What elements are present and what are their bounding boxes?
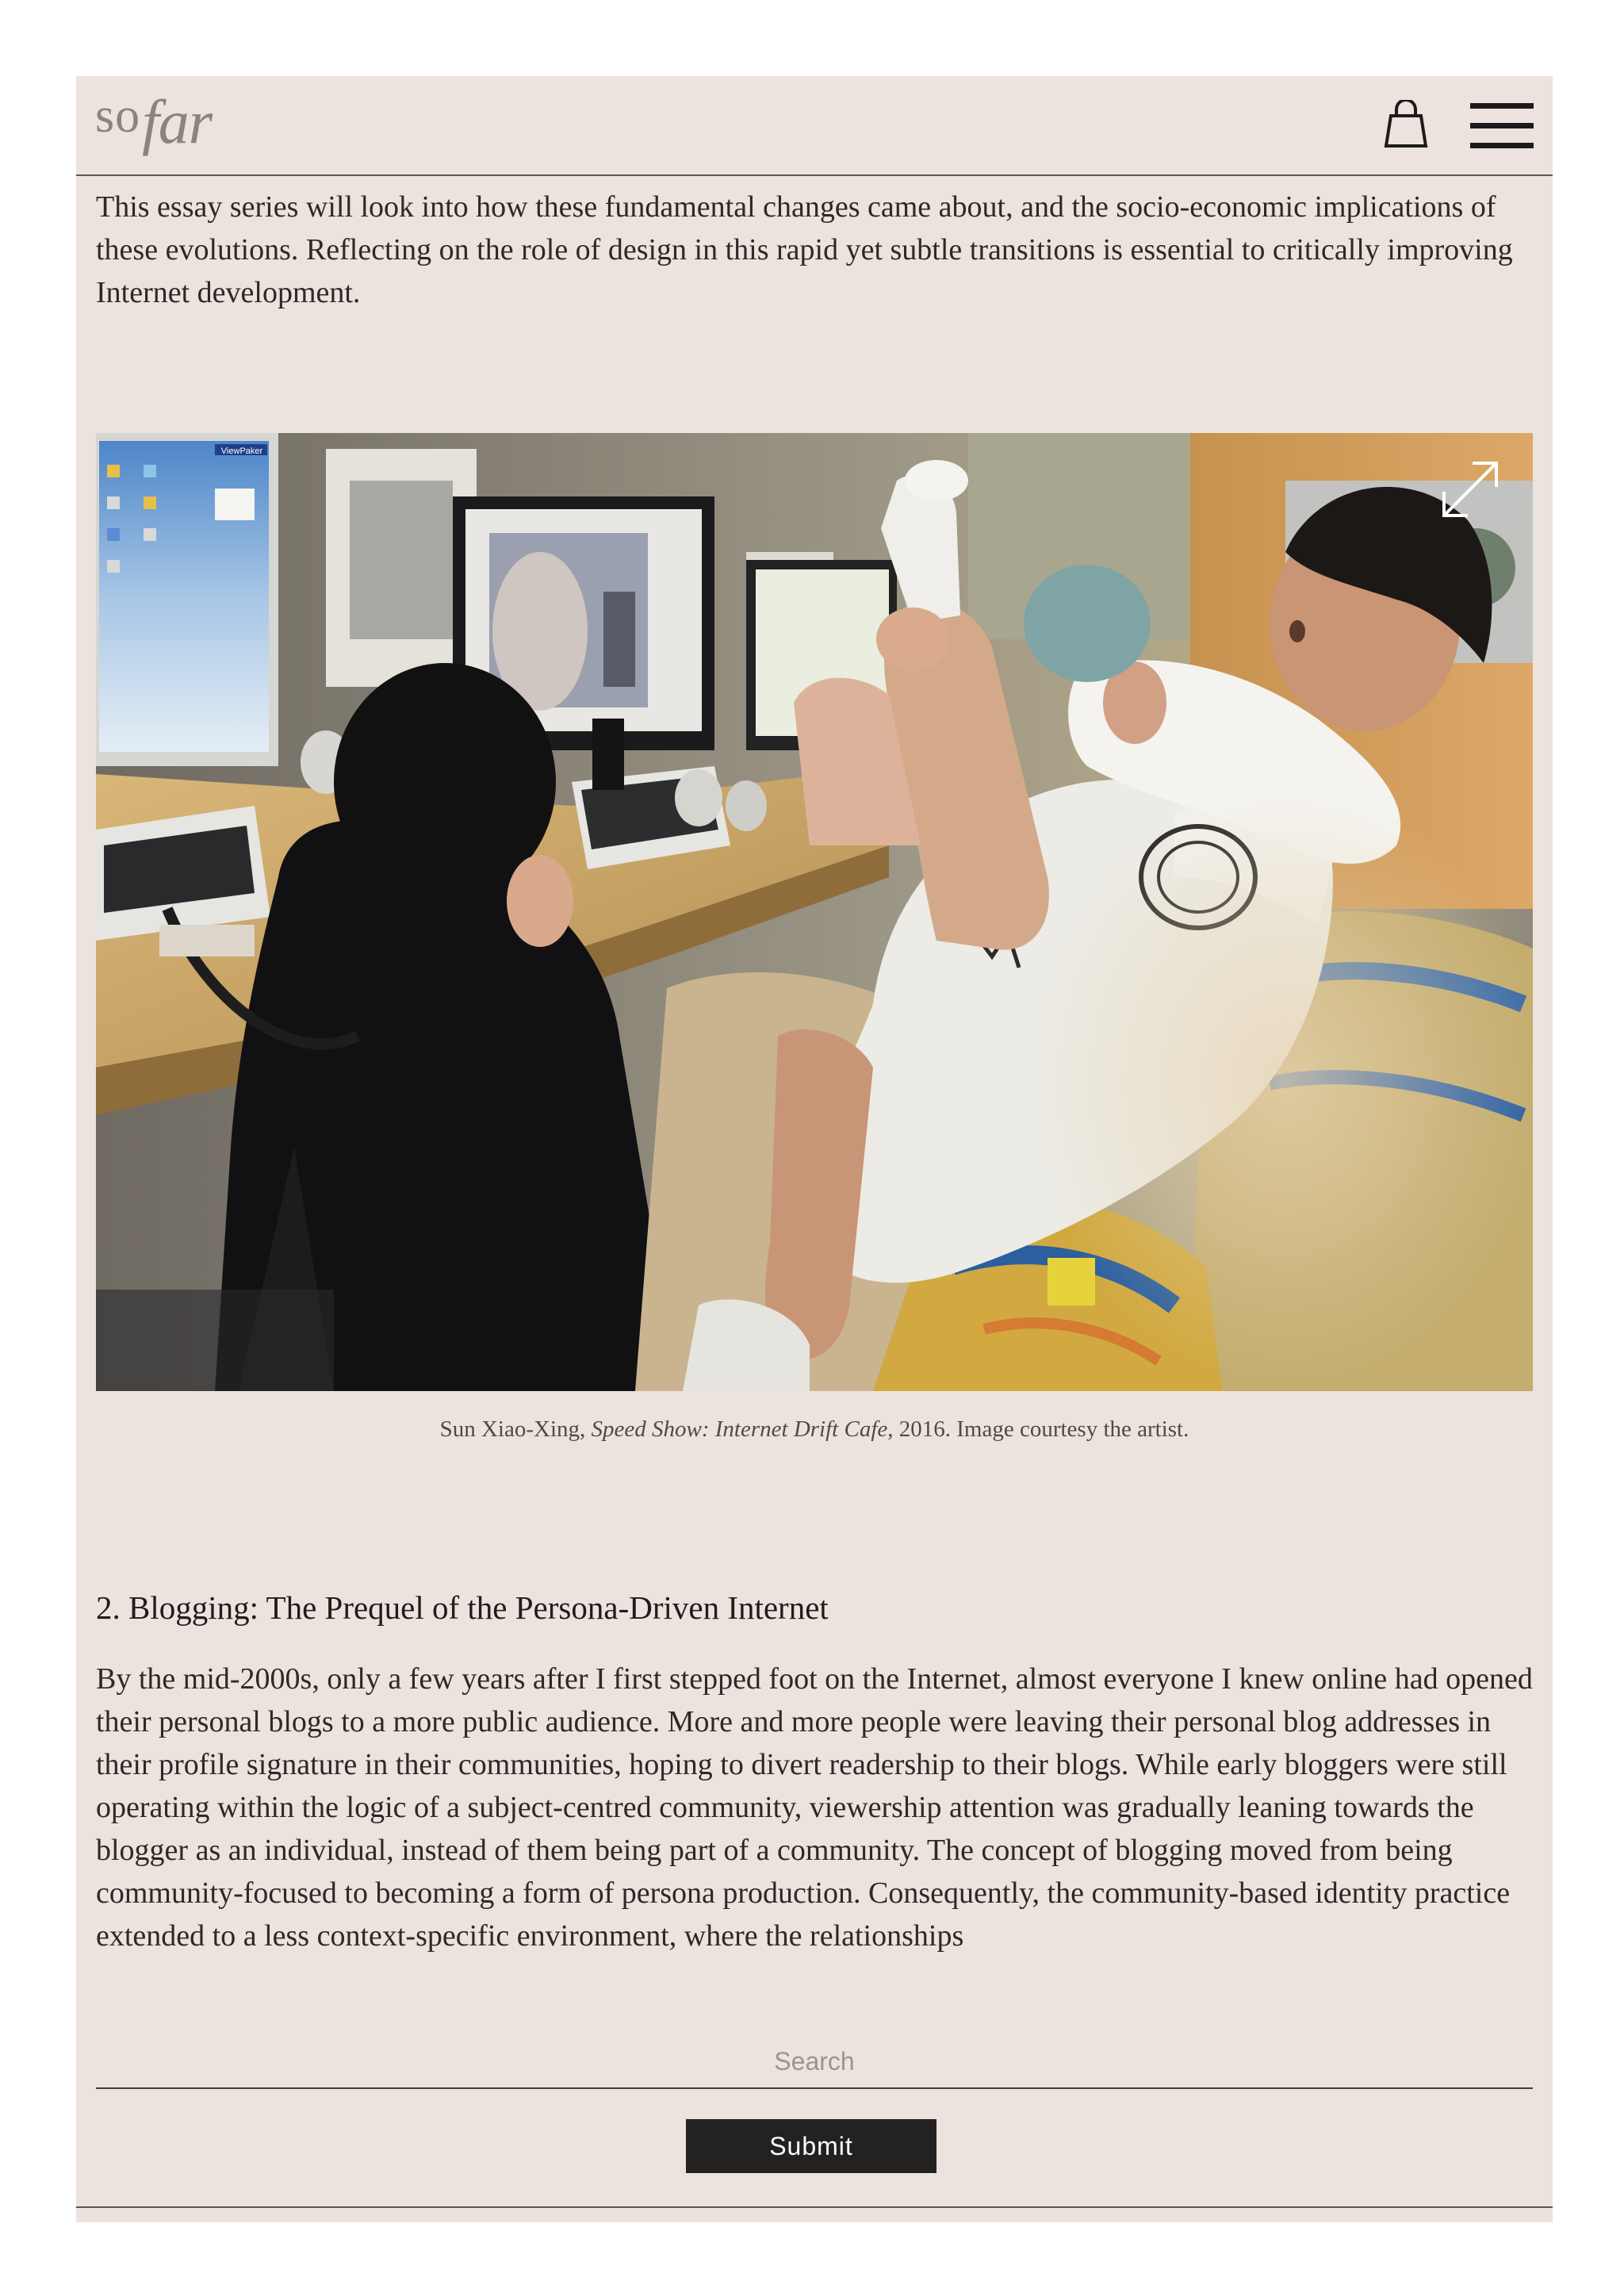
logo-so-text: so [95, 89, 141, 143]
menu-bar-top [1470, 103, 1534, 109]
section-heading: 2. Blogging: The Prequel of the Persona-Driven Internet [96, 1589, 829, 1626]
section-paragraph: By the mid-2000s, only a few years after I first stepped foot on the Internet, almost everyone I knew online had opened their personal blogs to a more public audience. More and more people were leaving their personal blog addresses in their profile signature in their communities, hoping to divert readership to their blogs. While early bloggers were still operating within the logic of a subject-centred community, viewership attention was gradually leaning towards the blogger as an individual, instead of them being part of a community. The concept of blogging moved from being community-focused to becoming a form of persona production. Consequently, the community-based identity practice extended to a less context-specific environment, where the relationships [96, 1662, 1533, 1953]
menu-bar-bottom [1470, 143, 1534, 148]
intro-paragraph: This essay series will look into how these fundamental changes came about, and the socio-economic implications of these evolutions. Reflecting on the role of design in this rapid yet subtle transitions is essential to critically improving Internet development. [96, 190, 1513, 309]
page-frame [76, 76, 1553, 2222]
search-input[interactable] [96, 2035, 1533, 2089]
caption-artist: Sun Xiao-Xing, [439, 1416, 592, 1442]
figure-caption [96, 1413, 1533, 1445]
menu-bar-middle [1470, 123, 1534, 128]
article-content [96, 174, 1533, 1953]
site-header [76, 76, 1553, 176]
article-figure[interactable] [96, 433, 1533, 1391]
shopping-bag-icon[interactable] [1384, 100, 1428, 149]
caption-credit: , 2016. Image courtesy the artist. [887, 1416, 1189, 1442]
search-form [96, 2035, 1533, 2160]
monitor-brand-label: ViewPaker [220, 447, 263, 456]
hamburger-menu-icon[interactable] [1470, 103, 1534, 149]
caption-title: Speed Show: Internet Drift Cafe [591, 1416, 888, 1442]
sofar-logo[interactable] [95, 82, 212, 167]
footer-divider [76, 2206, 1553, 2208]
logo-far-text: far [142, 87, 213, 156]
submit-button[interactable]: Submit [686, 2119, 936, 2173]
expand-icon[interactable] [1438, 457, 1503, 522]
cafe-photo [96, 433, 1533, 1391]
